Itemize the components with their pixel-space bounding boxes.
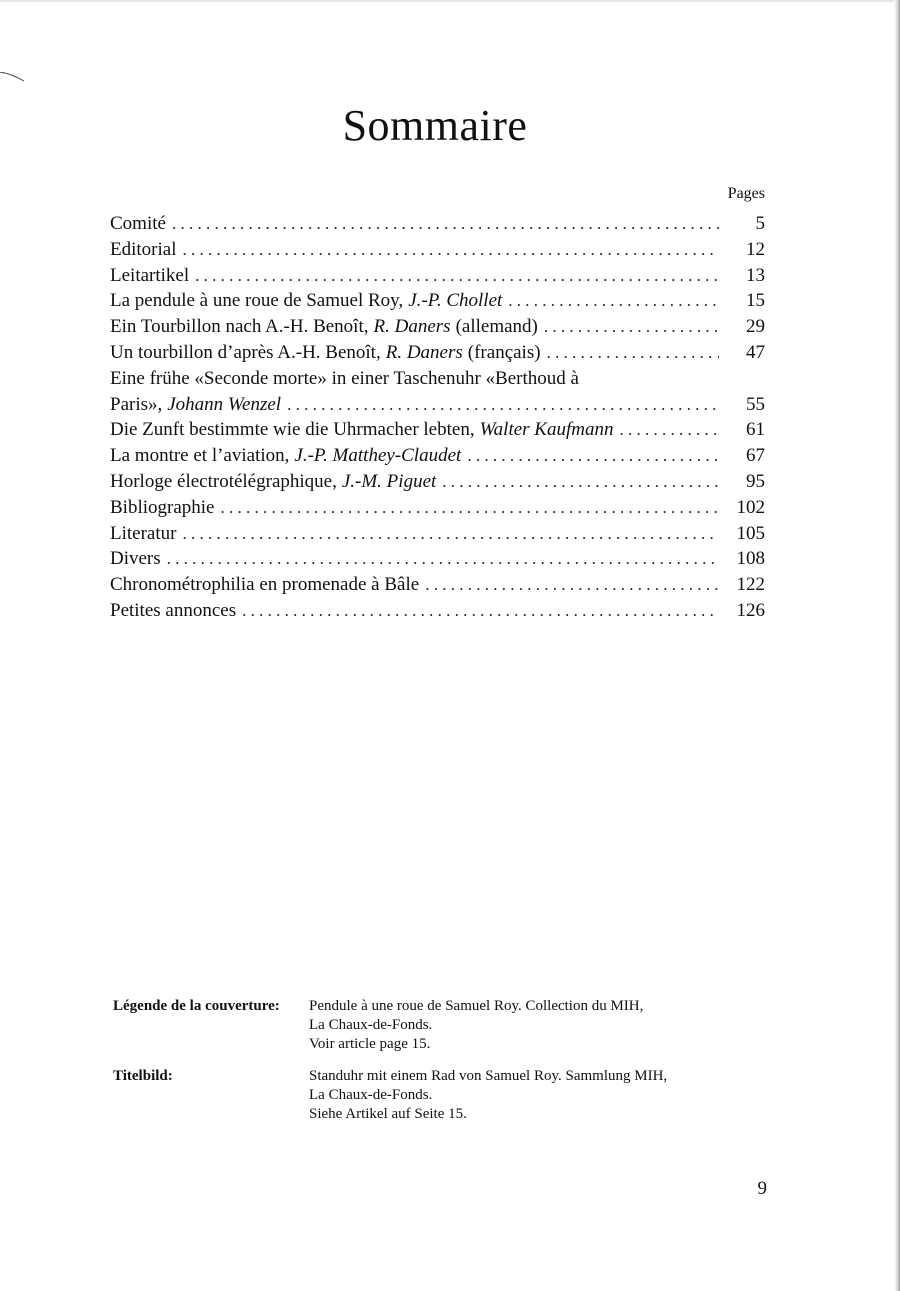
toc-entry-author: Walter Kaufmann <box>479 419 614 441</box>
toc-entry-text: Chronométrophilia en promenade à Bâle <box>110 574 420 596</box>
toc-dot-leader <box>182 237 719 263</box>
toc-entry-page: 13 <box>746 264 765 286</box>
toc-entry-text: Die Zunft bestimmte wie die Uhrmacher lebten, <box>110 419 475 441</box>
toc-entry <box>110 314 765 340</box>
crop-mark <box>0 72 26 82</box>
toc-entry-title <box>110 237 176 263</box>
toc-dot-leader <box>544 314 719 340</box>
toc-entry-text: Bibliographie <box>110 496 215 518</box>
toc-entry-title <box>110 366 765 392</box>
toc-entry-text: Comité <box>110 213 166 234</box>
toc-dot-leader <box>508 288 719 314</box>
toc-entry-page: 61 <box>746 419 765 441</box>
toc-entry-text: La pendule à une roue de Samuel Roy, <box>110 290 404 312</box>
toc-entry <box>110 237 765 263</box>
caption-line: Pendule à une roue de Samuel Roy. Collection du MIH, <box>309 998 644 1014</box>
toc-dot-leader <box>195 263 719 289</box>
caption-line: Voir article page 15. <box>309 1036 431 1052</box>
toc-entry-text: Horloge électrotélégraphique, <box>110 470 337 492</box>
toc-entry <box>110 263 765 289</box>
toc-dot-leader <box>242 598 719 624</box>
caption-line: Standuhr mit einem Rad von Samuel Roy. Sammlung MIH, <box>309 1068 668 1084</box>
toc-entry-page: 122 <box>736 574 765 596</box>
caption-label: Titelbild: <box>113 1068 173 1084</box>
toc-dot-leader <box>182 521 719 547</box>
toc-dot-leader <box>287 392 719 418</box>
toc-dot-leader <box>425 572 719 598</box>
toc-entry-page: 105 <box>736 522 765 544</box>
toc-entry-text: Eine frühe «Seconde morte» in einer Taschenuhr «Berthoud à <box>110 367 579 389</box>
toc-entry-page: 47 <box>746 341 765 363</box>
toc-entry-title <box>110 392 281 418</box>
page-top-edge <box>0 0 900 2</box>
toc-dot-leader <box>619 417 719 443</box>
toc-entry-suffix: (français) <box>467 341 541 363</box>
page-number: 9 <box>757 1178 767 1199</box>
toc-entry <box>110 495 765 521</box>
toc-entry-author: J.-P. Matthey-Claudet <box>294 445 462 467</box>
toc-entry <box>110 546 765 572</box>
toc-entry-title <box>110 288 502 314</box>
toc-entry-author: J.-P. Chollet <box>408 290 503 312</box>
toc-entry-page: 55 <box>746 393 765 415</box>
pages-column-header: Pages <box>727 185 765 202</box>
toc-entry-title <box>110 598 236 624</box>
toc-entry <box>110 417 765 443</box>
caption-label: Légende de la couverture: <box>113 998 280 1014</box>
toc-entry-page: 67 <box>746 445 765 467</box>
toc-dot-leader <box>172 211 719 237</box>
toc-entry-title <box>110 211 166 237</box>
toc-entry-page: 108 <box>736 548 765 570</box>
toc-entry-author: R. Daners <box>373 316 451 338</box>
toc-entry-author: Johann Wenzel <box>167 393 282 415</box>
toc-entry-title <box>110 340 541 366</box>
toc-entry <box>110 521 765 547</box>
toc-dot-leader <box>442 469 719 495</box>
toc-entry <box>110 366 765 392</box>
toc-entry-title <box>110 521 176 547</box>
caption-text <box>309 1067 793 1124</box>
toc-entry-title <box>110 417 613 443</box>
caption-line: Siehe Artikel auf Seite 15. <box>309 1106 467 1122</box>
toc-entry-title <box>110 572 419 598</box>
toc-entry-page: 5 <box>755 213 765 234</box>
table-of-contents <box>110 211 765 624</box>
toc-entry <box>110 211 765 237</box>
toc-entry-page: 12 <box>746 238 765 260</box>
toc-entry-text: Editorial <box>110 238 177 260</box>
toc-entry-title <box>110 495 214 521</box>
toc-entry-suffix: (allemand) <box>455 316 538 338</box>
toc-entry-author: R. Daners <box>385 341 463 363</box>
toc-entry-text: Un tourbillon d’après A.-H. Benoît, <box>110 341 381 363</box>
toc-entry <box>110 598 765 624</box>
toc-entry-page: 126 <box>736 599 765 621</box>
toc-entry-title <box>110 443 461 469</box>
toc-entry-text: Leitartikel <box>110 264 190 286</box>
toc-entry-page: 15 <box>746 290 765 312</box>
caption-line: La Chaux-de-Fonds. <box>309 1087 433 1103</box>
toc-entry-text: Petites annonces <box>110 599 237 621</box>
toc-entry-text: Divers <box>110 548 161 570</box>
toc-entry <box>110 392 765 418</box>
toc-entry-text: La montre et l’aviation, <box>110 445 290 467</box>
toc-entry-title <box>110 469 436 495</box>
toc-entry-author: J.-M. Piguet <box>341 470 437 492</box>
toc-entry-text: Paris», <box>110 393 163 415</box>
toc-entry <box>110 340 765 366</box>
toc-dot-leader <box>467 443 719 469</box>
toc-dot-leader <box>220 495 719 521</box>
toc-dot-leader <box>547 340 719 366</box>
toc-entry <box>110 469 765 495</box>
page-edge-shadow <box>894 0 900 1291</box>
toc-entry <box>110 288 765 314</box>
toc-entry-page: 102 <box>736 496 765 518</box>
toc-entry-page: 29 <box>746 316 765 338</box>
toc-dot-leader <box>167 546 719 572</box>
toc-entry-text: Ein Tourbillon nach A.-H. Benoît, <box>110 316 369 338</box>
captions <box>113 997 793 1137</box>
page-title: Sommaire <box>342 101 528 150</box>
caption-block <box>113 997 793 1054</box>
caption-line: La Chaux-de-Fonds. <box>309 1017 433 1033</box>
toc-entry <box>110 443 765 469</box>
toc-entry <box>110 572 765 598</box>
caption-text <box>309 997 793 1054</box>
toc-entry-title <box>110 546 161 572</box>
toc-entry-title <box>110 314 538 340</box>
toc-entry-title <box>110 263 189 289</box>
caption-block <box>113 1067 793 1124</box>
toc-entry-page: 95 <box>746 470 765 492</box>
toc-entry-text: Literatur <box>110 522 177 544</box>
